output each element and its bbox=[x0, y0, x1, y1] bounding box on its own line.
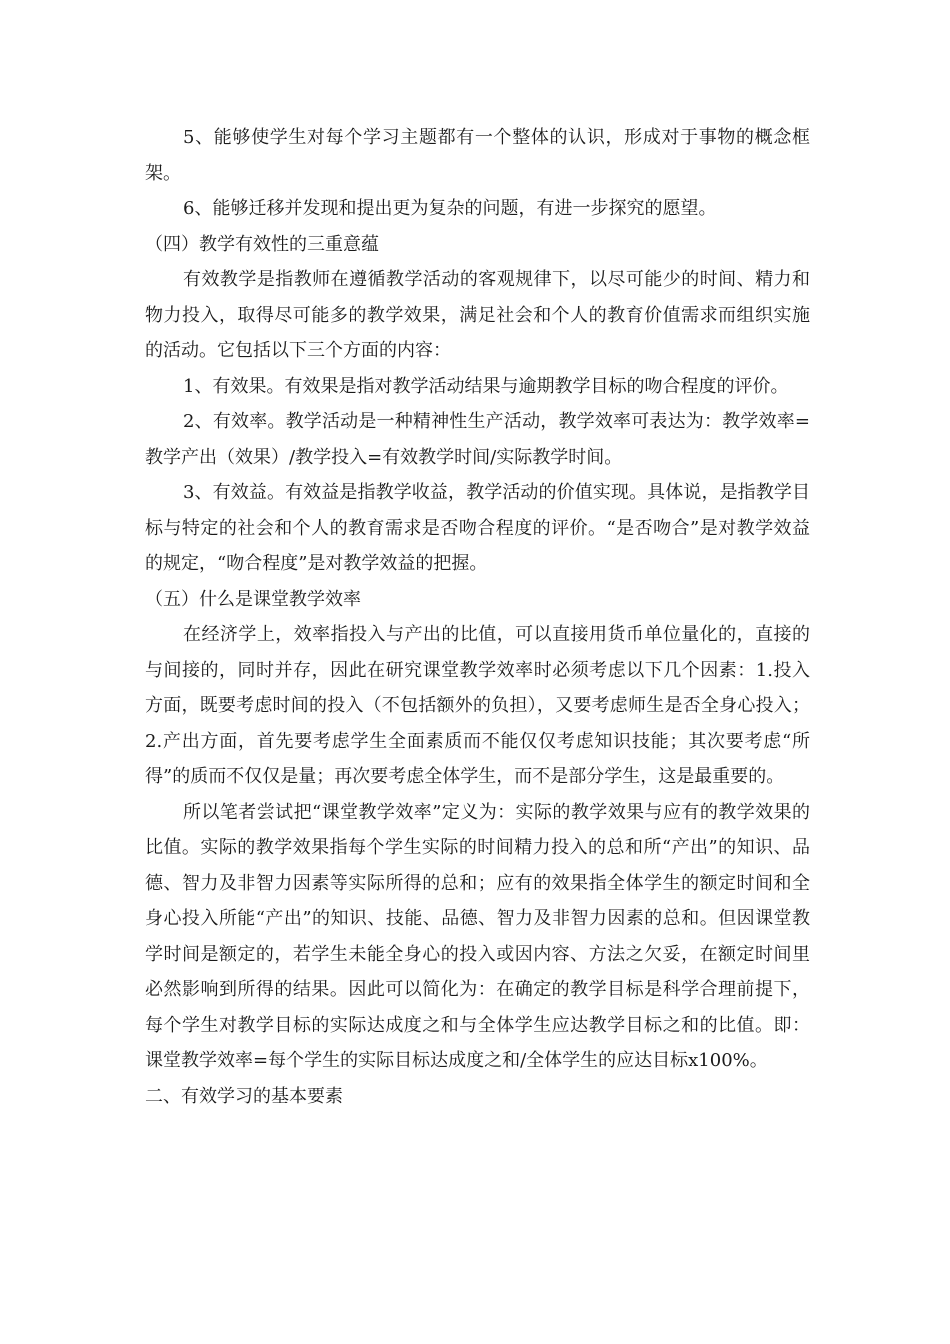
paragraph-effective-teaching-definition: 有效教学是指教师在遵循教学活动的客观规律下，以尽可能少的时间、精力和物力投入，取得尽可能多的教学效果，满足社会和个人的教育价值需求而组织实施的活动。它包括以下三个方面的内容： bbox=[145, 269, 810, 361]
paragraph-classroom-efficiency-definition: 所以笔者尝试把“课堂教学效率”定义为：实际的教学效果与应有的教学效果的比值。实际的教学效果指每个学生实际的时间精力投入的总和所“产出”的知识、品德、智力及非智力因素等实际所得的总和；应有的效果指全体学生的额定时间和全身心投入所能“产出”的知识、技能、品德、智力及非智力因素的总和。但因课堂教学时间是额定的，若学生未能全身心的投入或因内容、方法之欠妥，在额定时间里必然影响到所得的结果。因此可以简化为：在确定的教学目标是科学合理前提下，每个学生对教学目标的实际达成度之和与全体学生应达教学目标之和的比值。即：课堂教学效率=每个学生的实际目标达成度之和/全体学生的应达目标x100%。 bbox=[145, 801, 810, 1071]
paragraph-economics-efficiency: 在经济学上，效率指投入与产出的比值，可以直接用货币单位量化的，直接的与间接的，同时并存，因此在研究课堂教学效率时必须考虑以下几个因素：1.投入方面，既要考虑时间的投入（不包括额外的负担），又要考虑师生是否全身心投入；2.产出方面，首先要考虑学生全面素质而不能仅仅考虑知识技能；其次要考虑“所得”的质而不仅仅是量；再次要考虑全体学生，而不是部分学生，这是最重要的。 bbox=[145, 624, 810, 787]
paragraph-benefit: 3、有效益。有效益是指教学收益，教学活动的价值实现。具体说，是指教学目标与特定的社会和个人的教育需求是否吻合程度的评价。“是否吻合”是对教学效益的规定，“吻合程度”是对教学效益的把握。 bbox=[145, 482, 810, 574]
section-heading-2: 二、有效学习的基本要素 bbox=[145, 1085, 343, 1107]
subsection-heading-5: （五）什么是课堂教学效率 bbox=[145, 588, 361, 610]
paragraph-efficiency: 2、有效率。教学活动是一种精神性生产活动，教学效率可表达为：教学效率=教学产出（效果）/教学投入=有效教学时间/实际教学时间。 bbox=[145, 411, 810, 468]
document-body bbox=[145, 120, 810, 1114]
paragraph-item-5: 5、能够使学生对每个学习主题都有一个整体的认识，形成对于事物的概念框架。 bbox=[145, 127, 810, 184]
subsection-heading-4: （四）教学有效性的三重意蕴 bbox=[145, 233, 379, 255]
paragraph-effect: 1、有效果。有效果是指对教学活动结果与逾期教学目标的吻合程度的评价。 bbox=[183, 375, 789, 397]
paragraph-item-6: 6、能够迁移并发现和提出更为复杂的问题，有进一步探究的愿望。 bbox=[183, 198, 717, 219]
